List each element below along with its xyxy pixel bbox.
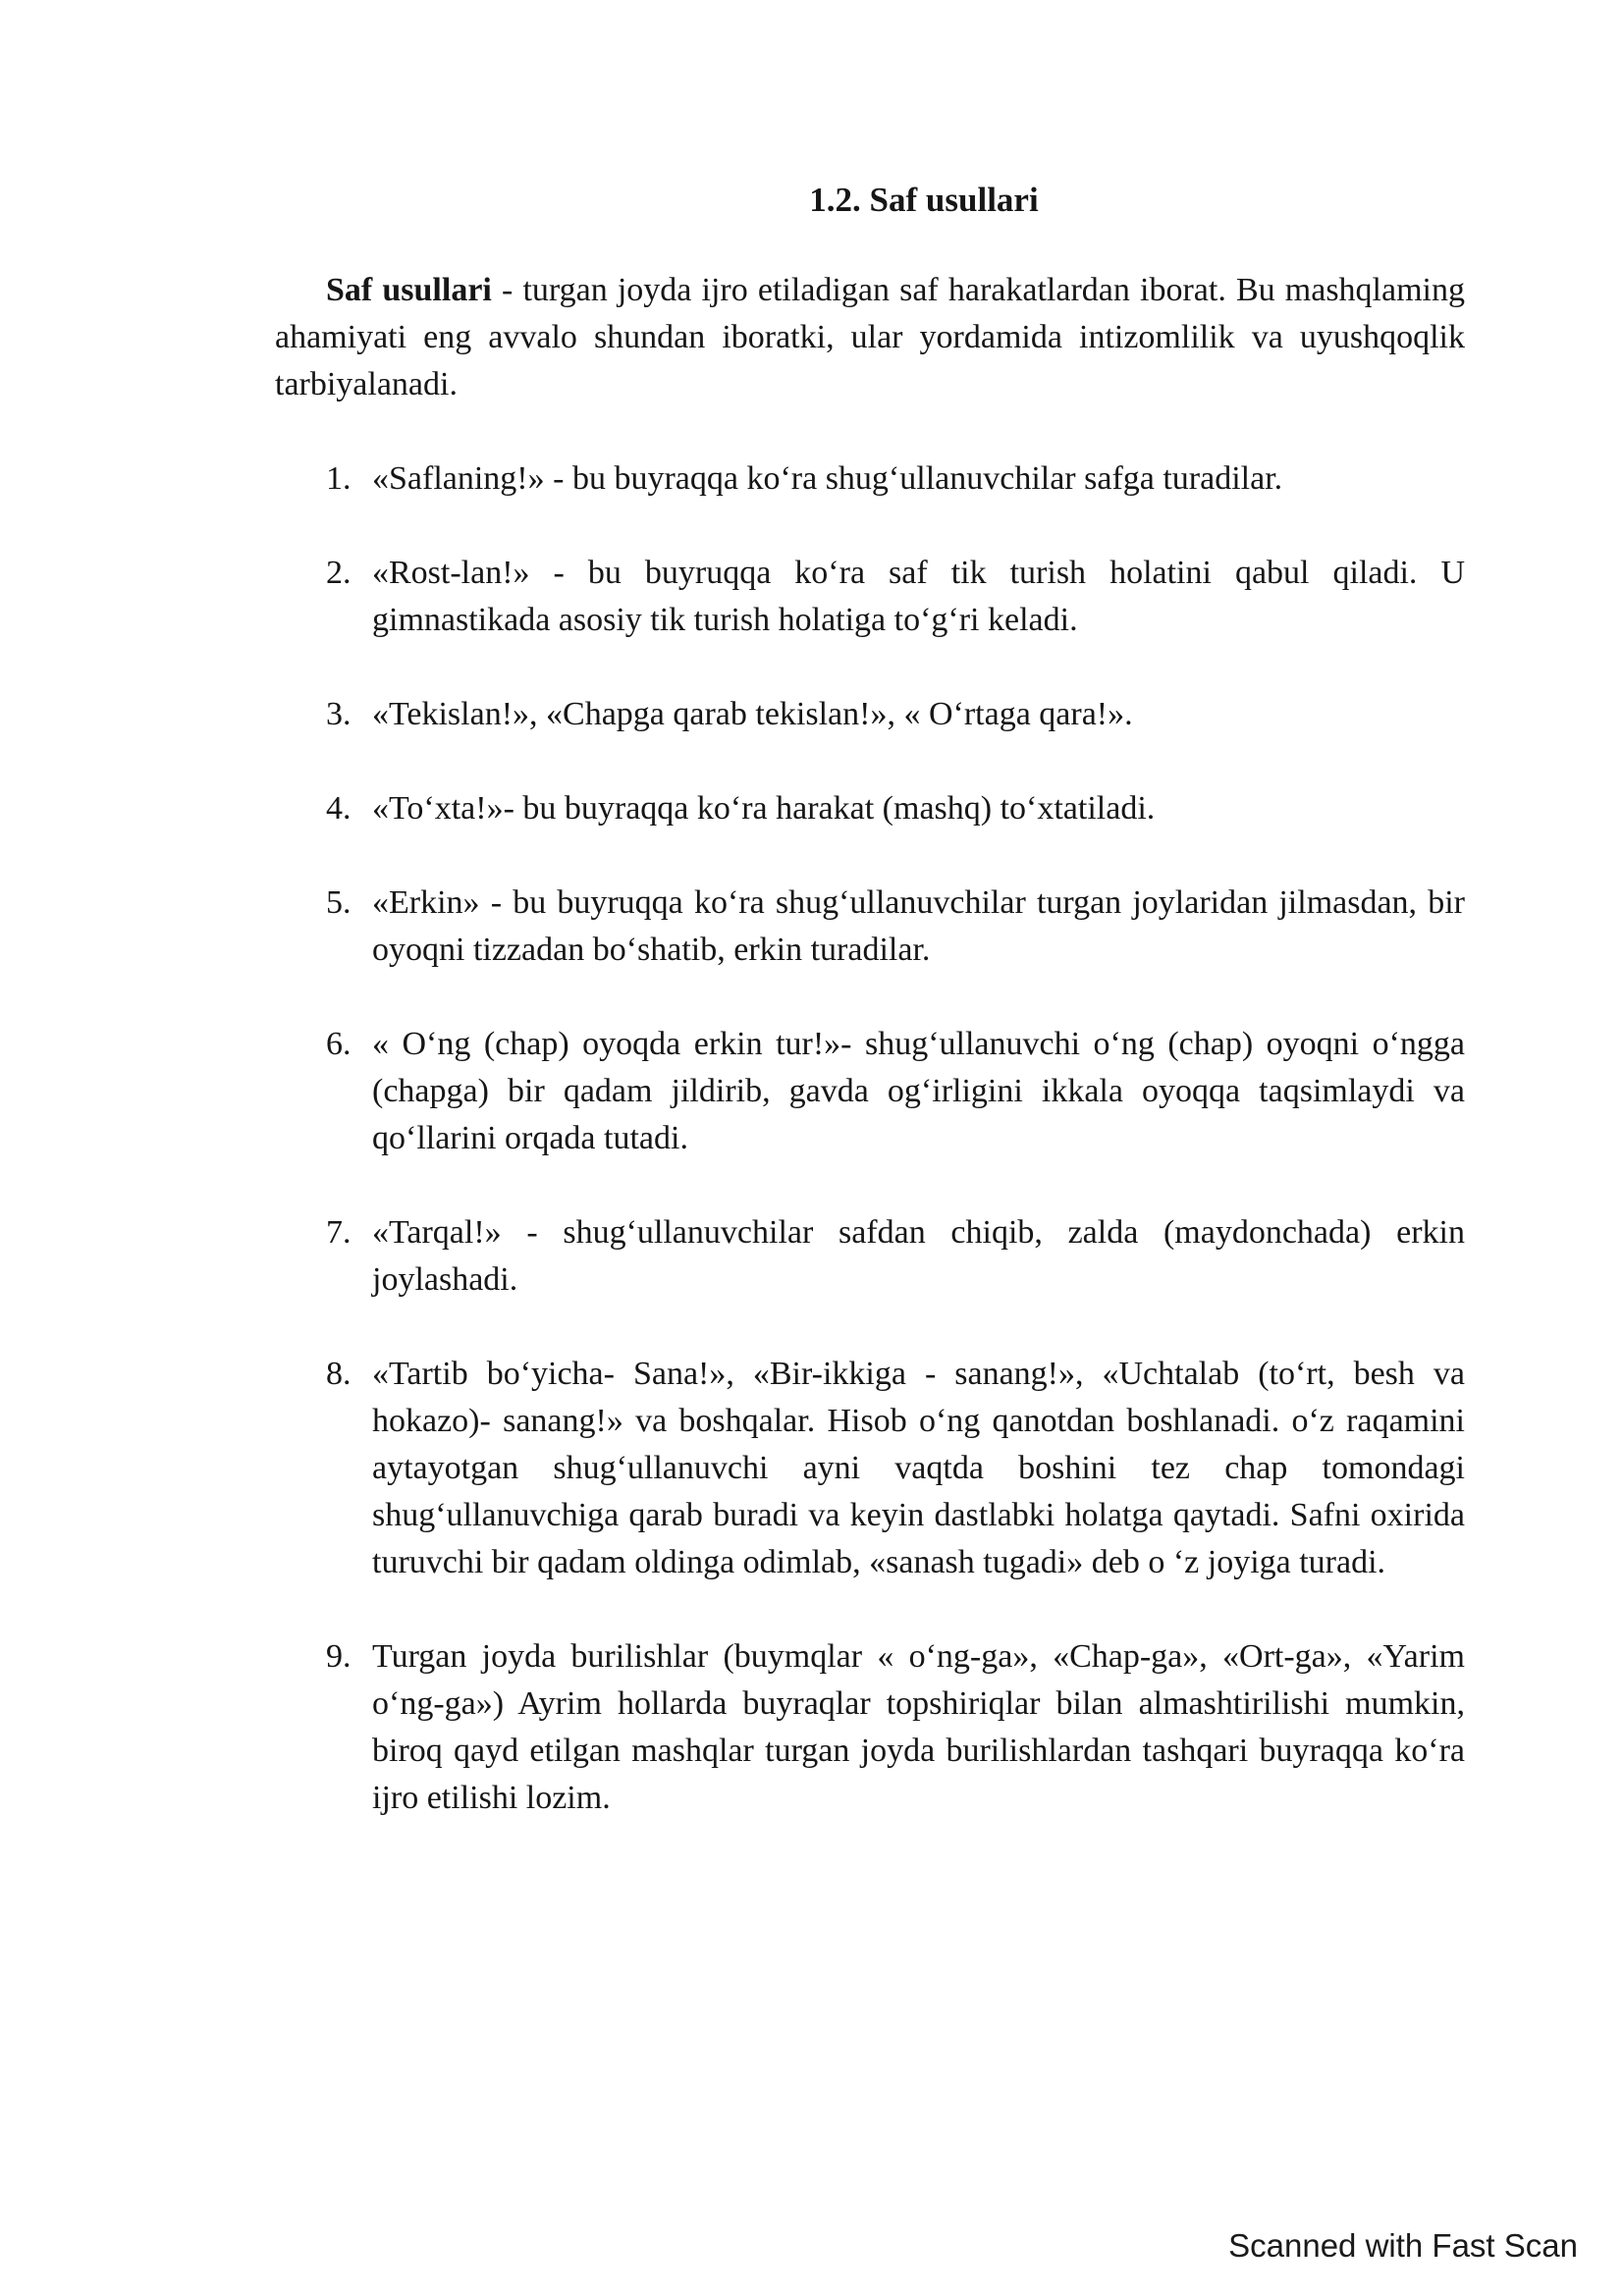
item-text: «Rost-lan!» - bu buyruqqa ko‘ra saf tik turish holatini qabul qiladi. U gimnastikada asosiy tik turish holatiga to‘g‘ri keladi. [372,555,1465,638]
item-number: 8. [326,1356,352,1392]
intro-paragraph [275,267,1465,408]
list-item [275,691,1465,738]
section-title: 1.2. Saf usullari [809,181,1039,219]
document-page [275,177,1465,1869]
item-number: 6. [326,1026,352,1062]
list-item [275,1351,1465,1586]
list-item [275,785,1465,832]
item-number: 3. [326,696,352,732]
list-item [275,1633,1465,1822]
list-item [275,455,1465,503]
item-text: Turgan joyda burilishlar (buymqlar « o‘ng-ga», «Chap-ga», «Ort-ga», «Yarim o‘ng-ga») Ayrim hollarda buyraqlar topshiriqlar bilan almashtirilishi mumkin, biroq qayd etilgan mashqlar turgan joyda burilishlardan tashqari buyraqqa ko‘ra ijro etilishi lozim. [372,1638,1465,1816]
intro-term: Saf usullari [326,272,492,308]
list-item [275,880,1465,974]
item-number: 5. [326,884,352,921]
item-text: «Tarqal!» - shug‘ullanuvchilar safdan chiqib, zalda (maydonchada) erkin joylashadi. [372,1214,1465,1298]
item-text: «To‘xta!»- bu buyraqqa ko‘ra harakat (mashq) to‘xtatiladi. [372,790,1156,827]
item-text: «Tartib bo‘yicha- Sana!», «Bir-ikkiga - sanang!», «Uchtalab (to‘rt, besh va hokazo)- sanang!» va boshqalar. Hisob o‘ng qanotdan boshlanadi. o‘z raqamini aytayotgan shug‘ullanuvchi ayni vaqtda boshini tez chap tomondagi shug‘ullanuvchiga qarab buradi va keyin dastlabki holatga qaytadi. Safni oxirida turuvchi bir qadam oldinga odimlab, «sanash tugadi» deb o ‘z joyiga turadi. [372,1356,1465,1580]
intro-text: - turgan joyda ijro etiladigan saf harakatlardan iborat. Bu mashqlaming ahamiyati eng avvalo shundan iboratki, ular yordamida intizomlilik va uyushqoqlik tarbiyalanadi. [275,272,1465,402]
item-number: 1. [326,460,352,497]
item-number: 9. [326,1638,352,1675]
item-number: 4. [326,790,352,827]
scan-watermark: Scanned with Fast Scan [1228,2227,1578,2264]
list-item [275,1021,1465,1162]
list-item [275,1209,1465,1304]
item-text: « O‘ng (chap) oyoqda erkin tur!»- shug‘ullanuvchi o‘ng (chap) oyoqni o‘ngga (chapga) bir qadam jildirib, gavda og‘irligini ikkala oyoqqa taqsimlaydi va qo‘llarini orqada tutadi. [372,1026,1465,1156]
item-number: 7. [326,1214,352,1251]
list-item [275,550,1465,644]
item-text: «Erkin» - bu buyruqqa ko‘ra shug‘ullanuvchilar turgan joylaridan jilmasdan, bir oyoqni tizzadan bo‘shatib, erkin turadilar. [372,884,1465,968]
item-text: «Saflaning!» - bu buyraqqa ko‘ra shug‘ullanuvchilar safga turadilar. [372,460,1283,497]
commands-list [275,455,1465,1822]
item-text: «Tekislan!», «Chapga qarab tekislan!», « O‘rtaga qara!». [372,696,1133,732]
item-number: 2. [326,555,352,591]
